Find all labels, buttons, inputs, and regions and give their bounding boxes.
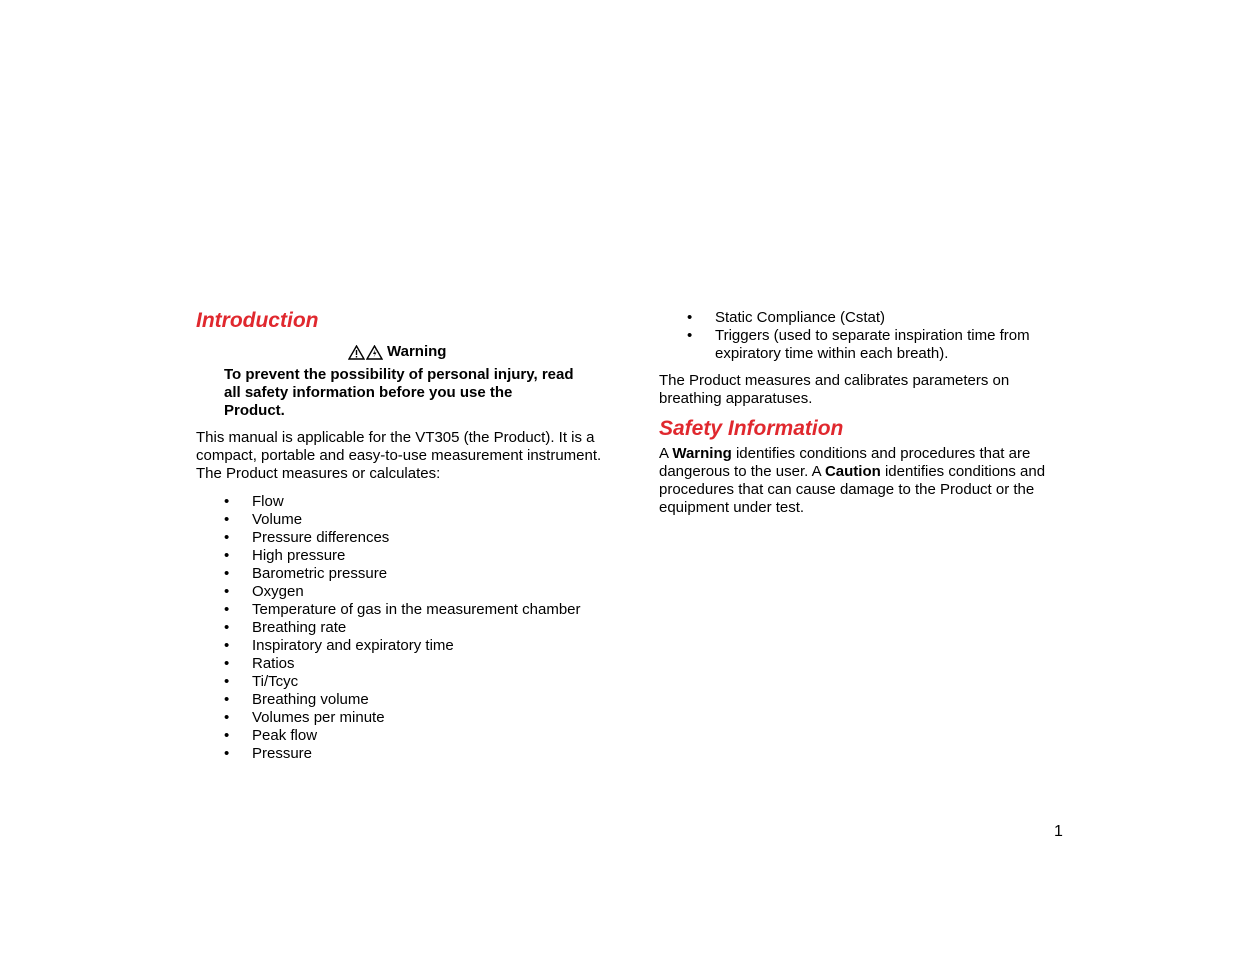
safety-text: identifies conditions and procedures that can cause damage to the Product or the equipment under test.: [659, 463, 1046, 516]
warning-term: Warning: [672, 445, 732, 462]
list-item: [224, 511, 624, 529]
list-item-text: Inspiratory and expiratory time: [252, 637, 454, 654]
warning-text: To prevent the possibility of personal injury, read all safety information before you use the Product.: [224, 366, 574, 419]
bullet-icon: •: [687, 309, 693, 326]
list-item-text: Ti/Tcyc: [252, 673, 299, 690]
list-item: [224, 529, 624, 547]
list-item-text: Pressure: [252, 745, 313, 762]
list-item: [224, 727, 624, 745]
bullet-icon: •: [224, 619, 230, 636]
bullet-icon: •: [687, 327, 693, 344]
list-item-text: Breathing rate: [252, 619, 347, 636]
safety-text: identifies conditions and procedures that are dangerous to the user. A: [659, 445, 1031, 480]
list-item-text: Volume: [252, 511, 303, 528]
list-item-text: Breathing volume: [252, 691, 369, 708]
safety-paragraph: [659, 445, 1069, 517]
bullet-icon: •: [224, 511, 230, 528]
bullet-icon: •: [224, 493, 230, 510]
bullet-icon: •: [224, 673, 230, 690]
list-item: [224, 709, 624, 727]
bullet-icon: •: [224, 709, 230, 726]
warning-title: [348, 343, 446, 361]
bullet-icon: •: [224, 637, 230, 654]
safety-text: A: [659, 445, 673, 462]
list-item: [224, 547, 624, 565]
list-item: [224, 619, 624, 637]
list-item: [224, 745, 624, 763]
intro-paragraph: This manual is applicable for the VT305 (the Product). It is a compact, portable and easy-to-use measurement instrument. The Product measures or calculates:: [196, 429, 602, 482]
bullet-icon: •: [224, 727, 230, 744]
product-paragraph: The Product measures and calibrates parameters on breathing apparatuses.: [659, 372, 1010, 407]
list-item: [224, 493, 624, 511]
list-item: [224, 673, 624, 691]
safety-information-heading: Safety Information: [659, 417, 844, 440]
bullet-icon: •: [224, 565, 230, 582]
list-item-text: Ratios: [252, 655, 295, 672]
list-item-text: Flow: [252, 493, 284, 510]
bullet-icon: •: [224, 655, 230, 672]
list-item: [687, 327, 1067, 363]
list-item: [224, 565, 624, 583]
list-item-text: Oxygen: [252, 583, 304, 600]
list-item-text: Temperature of gas in the measurement chamber: [252, 601, 581, 618]
list-item-text: Volumes per minute: [252, 709, 385, 726]
list-item: [224, 637, 624, 655]
warning-label: Warning: [387, 343, 447, 360]
list-item: [224, 691, 624, 709]
measurement-list-continued: [687, 309, 1067, 363]
warning-triangle-icon: [348, 345, 365, 360]
bullet-icon: •: [224, 691, 230, 708]
warning-triangle-icon: [366, 345, 383, 360]
measurement-list: [224, 493, 624, 763]
list-item: [224, 601, 624, 619]
warning-icons: [348, 345, 383, 360]
bullet-icon: •: [224, 745, 230, 762]
list-item: [224, 655, 624, 673]
bullet-icon: •: [224, 583, 230, 600]
caution-term: Caution: [824, 463, 881, 480]
list-item-text: Peak flow: [252, 727, 318, 744]
list-item-text: Pressure differences: [252, 529, 390, 546]
bullet-icon: •: [224, 547, 230, 564]
list-item-text: High pressure: [252, 547, 346, 564]
bullet-icon: •: [224, 601, 230, 618]
list-item-text: Barometric pressure: [252, 565, 388, 582]
list-item-text: Triggers (used to separate inspiration time from expiratory time within each breath).: [715, 327, 1030, 362]
bullet-icon: •: [224, 529, 230, 546]
list-item: [687, 309, 1067, 327]
page-number: 1: [1054, 823, 1063, 840]
introduction-heading: Introduction: [196, 309, 319, 332]
list-item-text: Static Compliance (Cstat): [715, 309, 886, 326]
list-item: [224, 583, 624, 601]
